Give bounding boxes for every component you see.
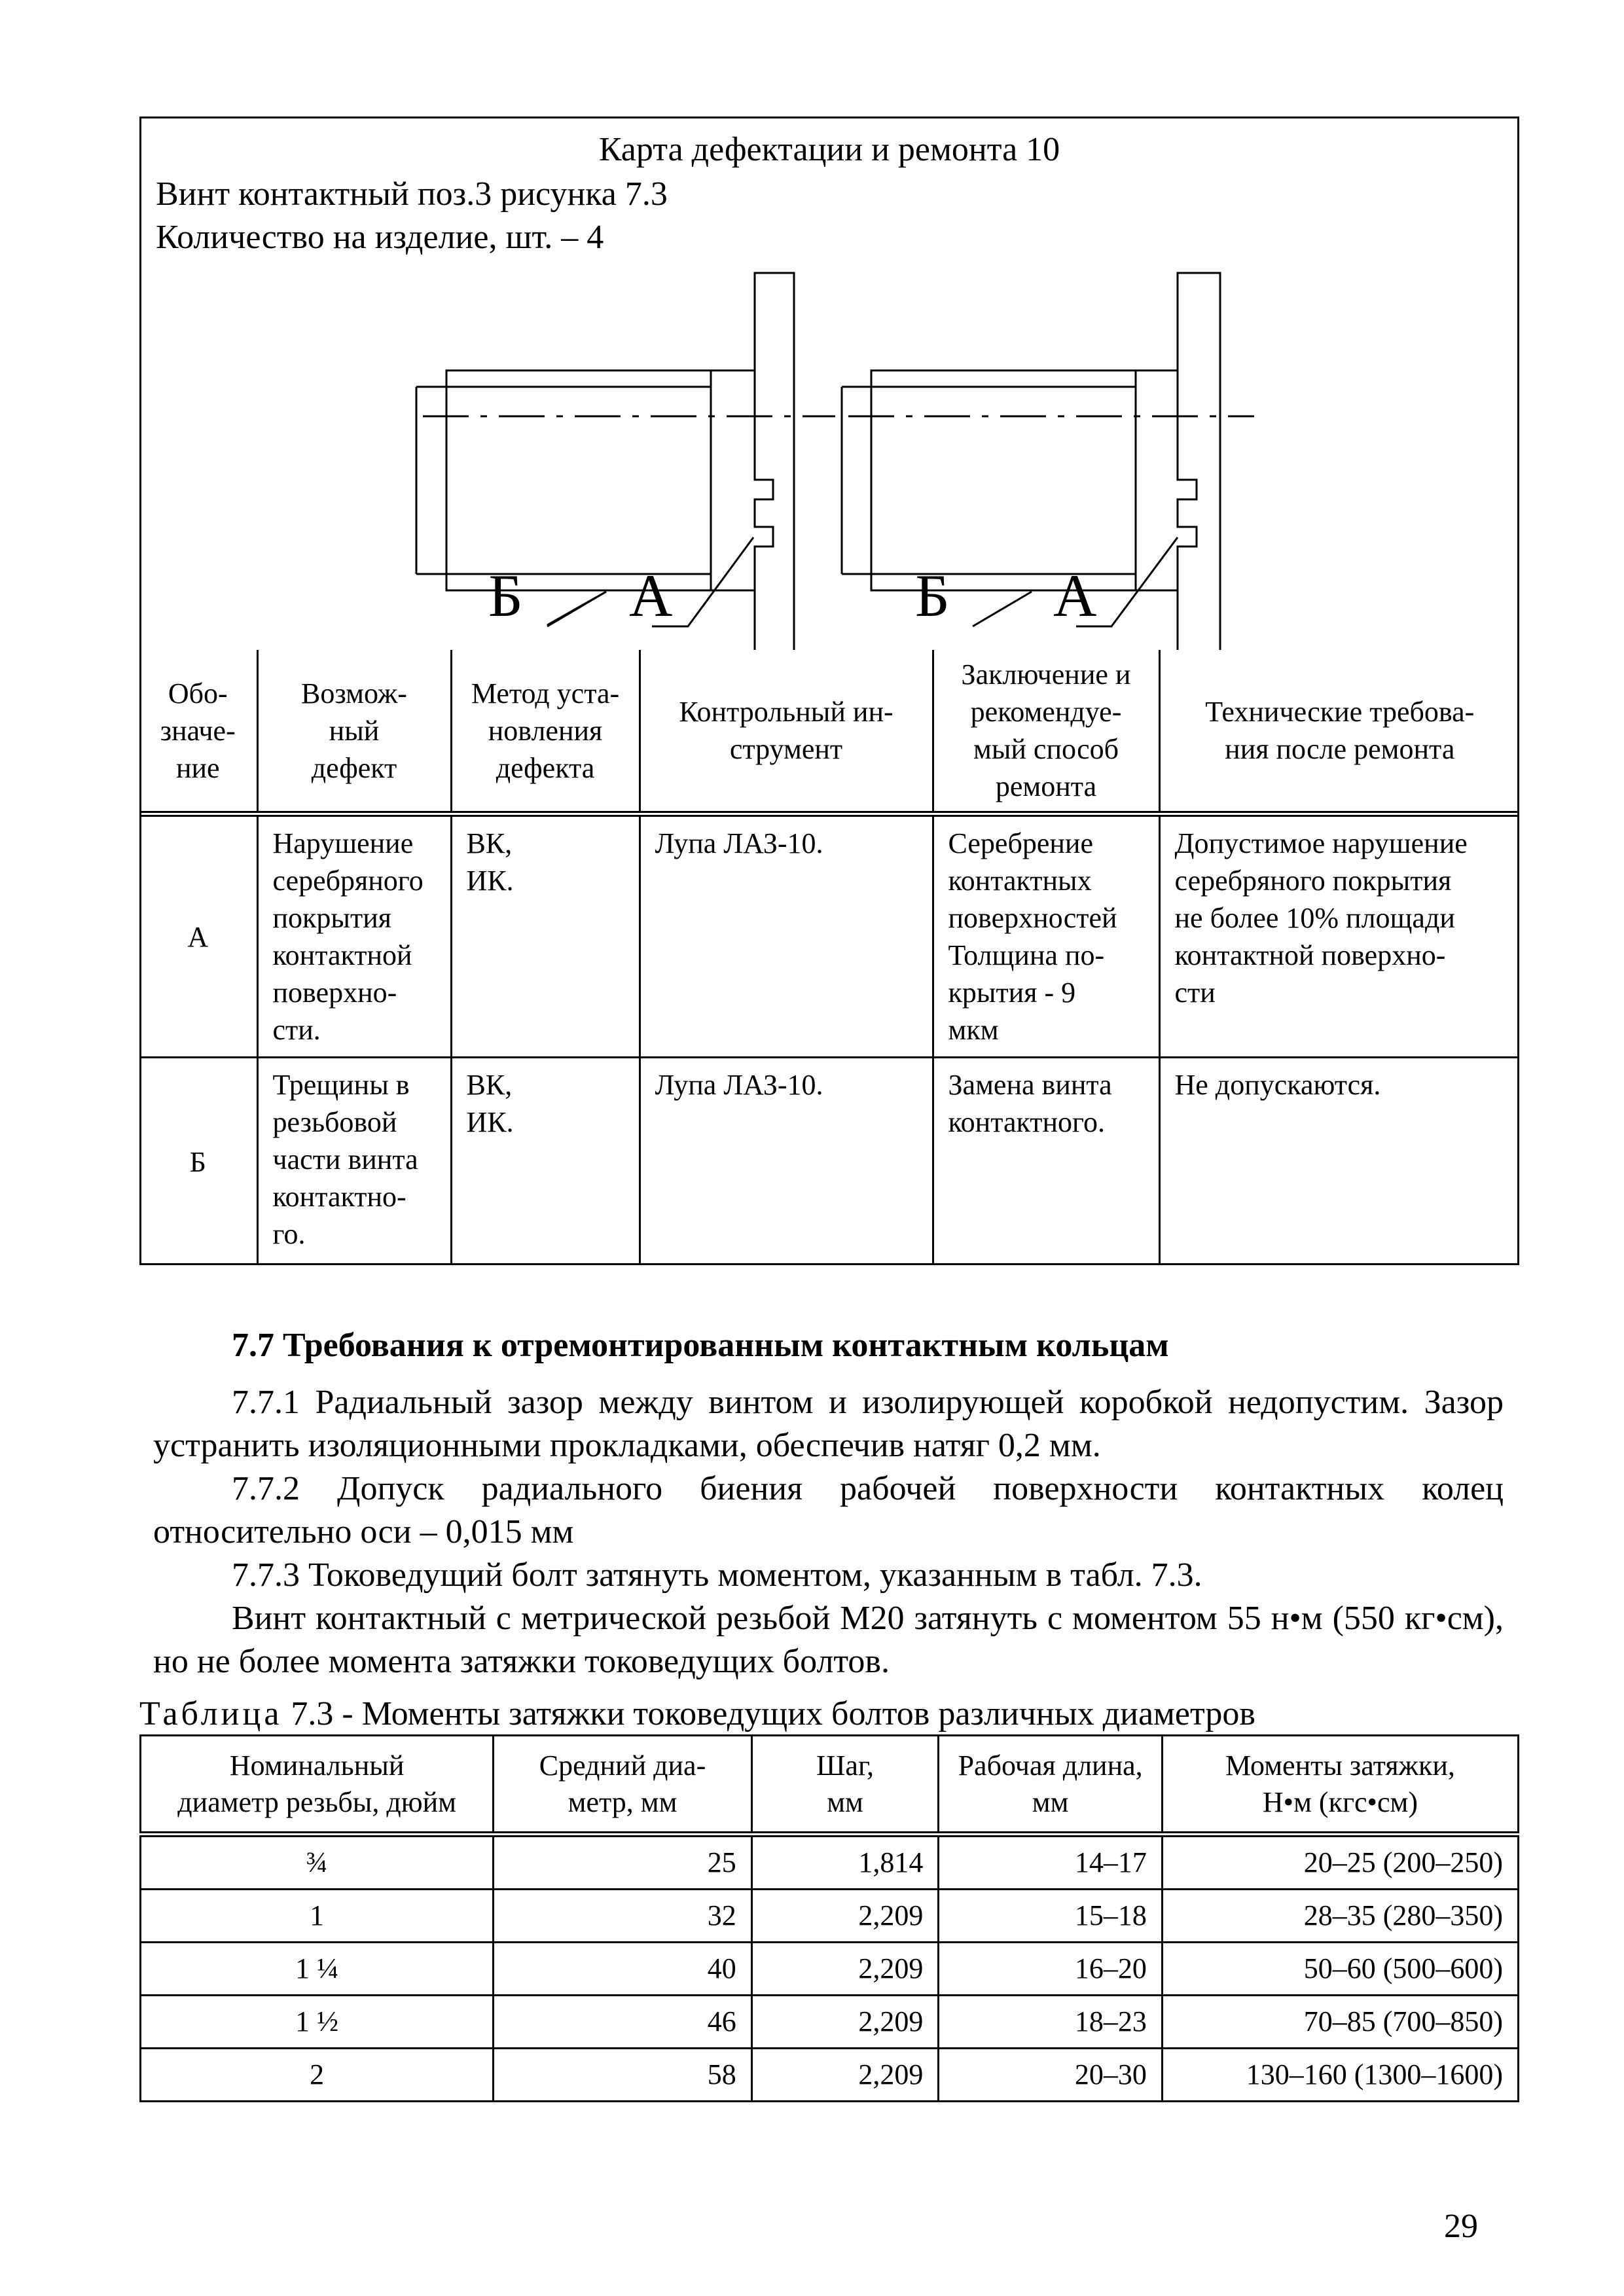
defect-table-header	[139, 650, 1519, 814]
header-pitch: Шаг, мм	[751, 1736, 939, 1835]
card-part-name: Винт контактный поз.3 рисунка 7.3	[156, 175, 668, 213]
row-tool: Лупа ЛАЗ-10.	[640, 814, 933, 1058]
paragraph-7-7-2: 7.7.2 Допуск радиального биения рабочей поверхности контактных колец относительно оси – 0,015 мм	[153, 1470, 1504, 1551]
cell-torque: 70–85 (700–850)	[1162, 1996, 1518, 2049]
cell-mean-diameter: 25	[494, 1835, 751, 1890]
label-b-1: Б	[488, 562, 523, 629]
page-number: 29	[1444, 2208, 1478, 2245]
cell-pitch: 2,209	[751, 1890, 939, 1943]
row-method: ВК, ИК.	[451, 814, 640, 1058]
cell-mean-diameter: 58	[494, 2049, 751, 2102]
cell-nominal-diameter: 1 ¼	[141, 1943, 494, 1996]
paragraph-7-7-1: 7.7.1 Радиальный зазор между винтом и изолирующей коробкой недопустим. Зазор устранить изоляционными прокладками, обеспечив натяг 0,2 мм.	[153, 1384, 1504, 1464]
table-row	[141, 1835, 1519, 1890]
cell-pitch: 1,814	[751, 1835, 939, 1890]
cell-working-length: 16–20	[939, 1943, 1163, 1996]
table-row	[139, 814, 1519, 1058]
header-mean-diameter: Средний диа- метр, мм	[494, 1736, 751, 1835]
table-row	[141, 1943, 1519, 1996]
cell-nominal-diameter: 1 ½	[141, 1996, 494, 2049]
table-row	[141, 1996, 1519, 2049]
screw-1-thread	[446, 370, 711, 590]
row-code: А	[139, 814, 257, 1058]
table-caption-text: 7.3 - Моменты затяжки токоведущих болтов различных диаметров	[282, 1695, 1255, 1732]
screw-drawing	[141, 118, 1517, 650]
label-b-2: Б	[915, 562, 950, 629]
defect-table	[139, 650, 1519, 1265]
cell-torque: 20–25 (200–250)	[1162, 1835, 1518, 1890]
torque-table	[139, 1734, 1519, 2102]
cell-pitch: 2,209	[751, 2049, 939, 2102]
cell-torque: 50–60 (500–600)	[1162, 1943, 1518, 1996]
cell-mean-diameter: 40	[494, 1943, 751, 1996]
cell-nominal-diameter: 2	[141, 2049, 494, 2102]
row-requirements: Допустимое нарушение серебряного покрытия не более 10% площади контактной поверхно- сти	[1159, 814, 1519, 1058]
header-nominal-diameter: Номинальный диаметр резьбы, дюйм	[141, 1736, 494, 1835]
label-a-1: А	[629, 562, 673, 629]
table-row	[141, 2049, 1519, 2102]
header-requirements: Технические требова- ния после ремонта	[1159, 650, 1519, 814]
cell-torque: 130–160 (1300–1600)	[1162, 2049, 1518, 2102]
paragraph-7-7-3: 7.7.3 Токоведущий болт затянуть моментом, указанным в табл. 7.3.	[232, 1556, 1202, 1594]
cell-pitch: 2,209	[751, 1996, 939, 2049]
row-requirements: Не допускаются.	[1159, 1058, 1519, 1266]
card-title: Карта дефектации и ремонта 10	[598, 131, 1060, 168]
torque-table-header	[141, 1736, 1519, 1835]
header-working-length: Рабочая длина, мм	[939, 1736, 1163, 1835]
row-defect: Нарушение серебряного покрытия контактной поверхно- сти.	[257, 814, 451, 1058]
row-repair: Серебрение контактных поверхностей Толщина по- крытия - 9 мкм	[933, 814, 1159, 1058]
header-repair: Заключение и рекомендуе- мый способ ремонта	[933, 650, 1159, 814]
table-caption	[139, 1693, 1255, 1736]
cell-mean-diameter: 46	[494, 1996, 751, 2049]
row-code: Б	[139, 1058, 257, 1266]
screw-2-head	[1178, 273, 1220, 650]
cell-nominal-diameter: 1	[141, 1890, 494, 1943]
header-designation: Обо- значе- ние	[139, 650, 257, 814]
header-defect: Возмож- ный дефект	[257, 650, 451, 814]
screw-2-thread	[871, 370, 1136, 590]
header-method: Метод уста- новления дефекта	[451, 650, 640, 814]
screw-1-head	[755, 273, 794, 650]
cell-working-length: 18–23	[939, 1996, 1163, 2049]
cell-working-length: 20–30	[939, 2049, 1163, 2102]
table-row	[141, 1890, 1519, 1943]
cell-working-length: 14–17	[939, 1835, 1163, 1890]
cell-torque: 28–35 (280–350)	[1162, 1890, 1518, 1943]
row-method: ВК, ИК.	[451, 1058, 640, 1266]
cell-nominal-diameter: ¾	[141, 1835, 494, 1890]
row-repair: Замена винта контактного.	[933, 1058, 1159, 1266]
table-caption-label: Таблица	[139, 1695, 283, 1732]
header-torque: Моменты затяжки, Н•м (кгс•см)	[1162, 1736, 1518, 1835]
card-quantity: Количество на изделие, шт. – 4	[156, 219, 604, 256]
header-tool: Контрольный ин- струмент	[640, 650, 933, 814]
section-heading: 7.7 Требования к отремонтированным контактным кольцам	[232, 1327, 1169, 1364]
table-row	[139, 1058, 1519, 1266]
label-a-2: А	[1053, 562, 1097, 629]
row-tool: Лупа ЛАЗ-10.	[640, 1058, 933, 1266]
cell-pitch: 2,209	[751, 1943, 939, 1996]
row-defect: Трещины в резьбовой части винта контактно- го.	[257, 1058, 451, 1266]
cell-working-length: 15–18	[939, 1890, 1163, 1943]
cell-mean-diameter: 32	[494, 1890, 751, 1943]
paragraph-screw-torque: Винт контактный с метрической резьбой М20 затянуть с моментом 55 н•м (550 кг•см), но не более момента затяжки токоведущих болтов.	[153, 1600, 1504, 1680]
defect-card	[139, 117, 1519, 1265]
